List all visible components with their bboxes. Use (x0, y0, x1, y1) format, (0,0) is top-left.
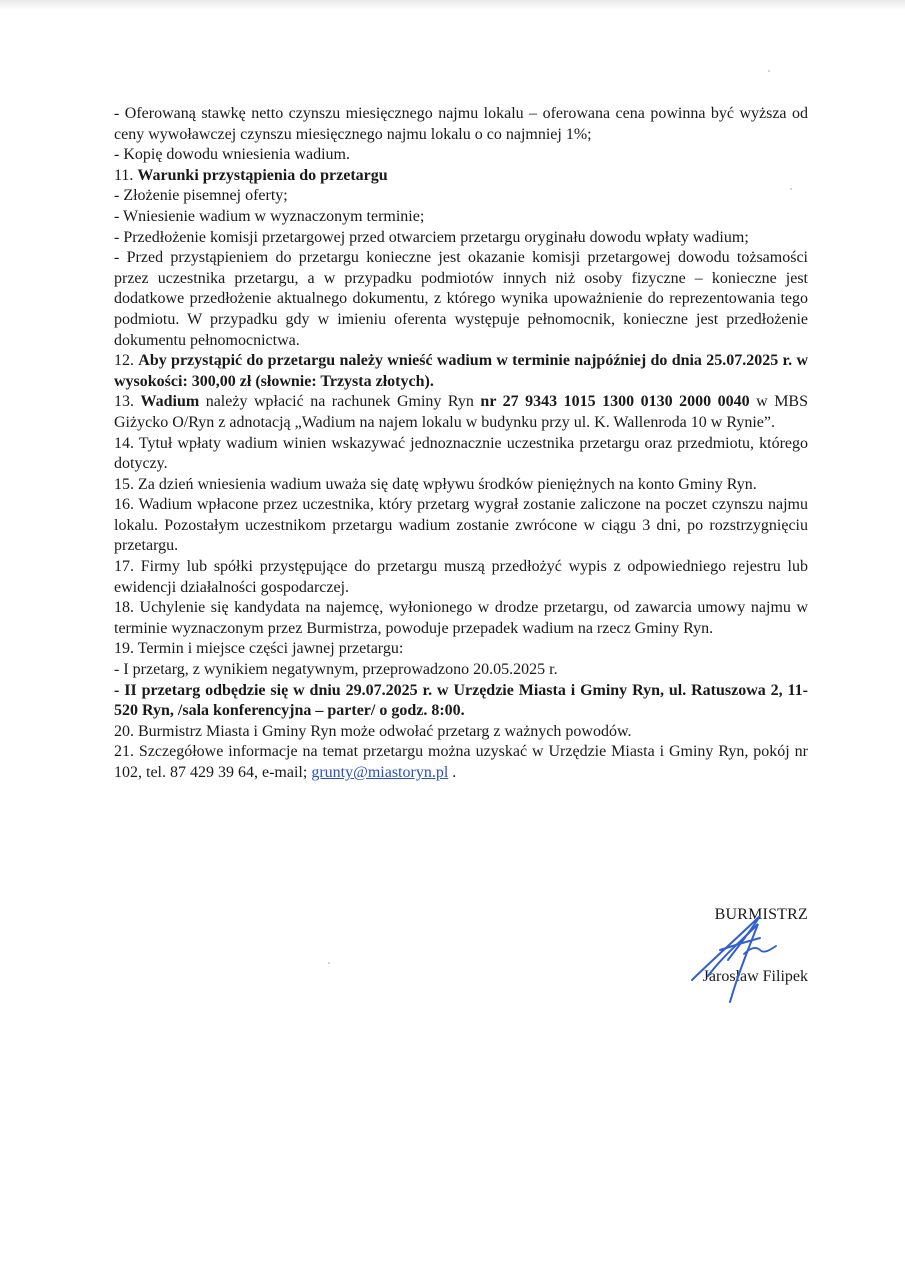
section-11-heading: 11. Warunki przystąpienia do przetargu (114, 166, 388, 184)
signatory-title: BURMISTRZ (714, 906, 808, 923)
section-20: 20. Burmistrz Miasta i Gminy Ryn może odwołać przetarg z ważnych powodów. (114, 722, 632, 740)
handwritten-signature (600, 902, 810, 1012)
document-body (114, 104, 808, 784)
section-14: 14. Tytuł wpłaty wadium winien wskazywać jednoznacznie uczestnika przetargu oraz przedmiotu, którego dotyczy. (114, 434, 808, 473)
signatory-name: Jarosław Filipek (702, 968, 808, 985)
scan-top-shade (0, 0, 905, 10)
scan-speck (328, 962, 330, 964)
paragraph-deposit-proof: - Kopię dowodu wniesienia wadium. (114, 146, 350, 164)
section-19: 19. Termin i miejsce części jawnej przetargu: (114, 640, 404, 658)
section-12: 12. Aby przystąpić do przetargu należy wnieść wadium w terminie najpóźniej do dnia 25.07.2025 r. w wysokości: 300,00 zł (słownie: Trzysta złotych). (114, 352, 808, 390)
section-11-title: Warunki przystąpienia do przetargu (137, 166, 388, 184)
paragraph-offer-rate: - Oferowaną stawkę netto czynszu miesięcznego najmu lokalu – oferowana cena powinna być wyższa od ceny wywoławczej czynszu miesięcznego najmu lokalu o co najmniej 1%; (114, 105, 808, 143)
second-tender-info: - II przetarg odbędzie się w dniu 29.07.2025 r. w Urzędzie Miasta i Gminy Ryn, ul. Ratuszowa 2, 11-520 Ryn, /sala konferencyjna – parter/ o godz. 8:00. (114, 681, 808, 720)
first-tender-result: - I przetarg, z wynikiem negatywnym, przeprowadzono 20.05.2025 r. (114, 661, 558, 679)
section-18: 18. Uchylenie się kandydata na najemcę, wyłonionego w drodze przetargu, od zawarcia umowy najmu w terminie wyznaczonym przez Burmistrza, powoduje przepadek wadium na rzecz Gminy Ryn. (114, 599, 808, 637)
condition-original-proof: - Przedłożenie komisji przetargowej przed otwarciem przetargu oryginału dowodu wpłaty wadium; (114, 228, 749, 246)
section-21: 21. Szczegółowe informacje na temat przetargu można uzyskać w Urzędzie Miasta i Gminy Ryn, pokój nr 102, tel. 87 429 39 64, e-mail; grunty@miastoryn.pl . (114, 743, 808, 781)
section-16: 16. Wadium wpłacone przez uczestnika, który przetarg wygrał zostanie zaliczone na poczet czynszu najmu lokalu. Pozostałym uczestnikom przetargu wadium zostanie zwrócone w ciągu 3 dni, po rozstrzygnięciu przetargu. (114, 496, 808, 555)
email-link[interactable]: grunty@miastoryn.pl (311, 764, 449, 781)
bank-account-number: nr 27 9343 1015 1300 0130 2000 0040 (480, 393, 750, 411)
section-17: 17. Firmy lub spółki przystępujące do przetargu muszą przedłożyć wypis z odpowiedniego rejestru lub ewidencji działalności gospodarczej. (114, 558, 808, 596)
section-15: 15. Za dzień wniesienia wadium uważa się datę wpływu środków pieniężnych na konto Gminy Ryn. (114, 475, 757, 493)
scan-speck (768, 70, 770, 72)
condition-identity: - Przed przystąpieniem do przetargu konieczne jest okazanie komisji przetargowej dowodu tożsamości przez uczestnika przetargu, a w przypadku podmiotów innych niż osoby fizyczne – konieczne jest dodatkowe przedłożenie aktualnego dokumentu, z którego wynika upoważnienie do reprezentowania tego podmiotu. W przypadku gdy w imieniu oferenta występuje pełnomocnik, konieczne jest przedłożenie dokumentu pełnomocnictwa. (114, 249, 808, 349)
section-13: 13. Wadium należy wpłacić na rachunek Gminy Ryn nr 27 9343 1015 1300 0130 2000 0040 w MBS Giżycko O/Ryn z adnotacją „Wadium na najem lokalu w budynku przy ul. K. Wallenroda 10 w Rynie”. (114, 393, 808, 431)
signature-block (600, 902, 810, 1012)
condition-written-offer: - Złożenie pisemnej oferty; (114, 187, 288, 205)
condition-deposit: - Wniesienie wadium w wyznaczonym terminie; (114, 207, 425, 225)
